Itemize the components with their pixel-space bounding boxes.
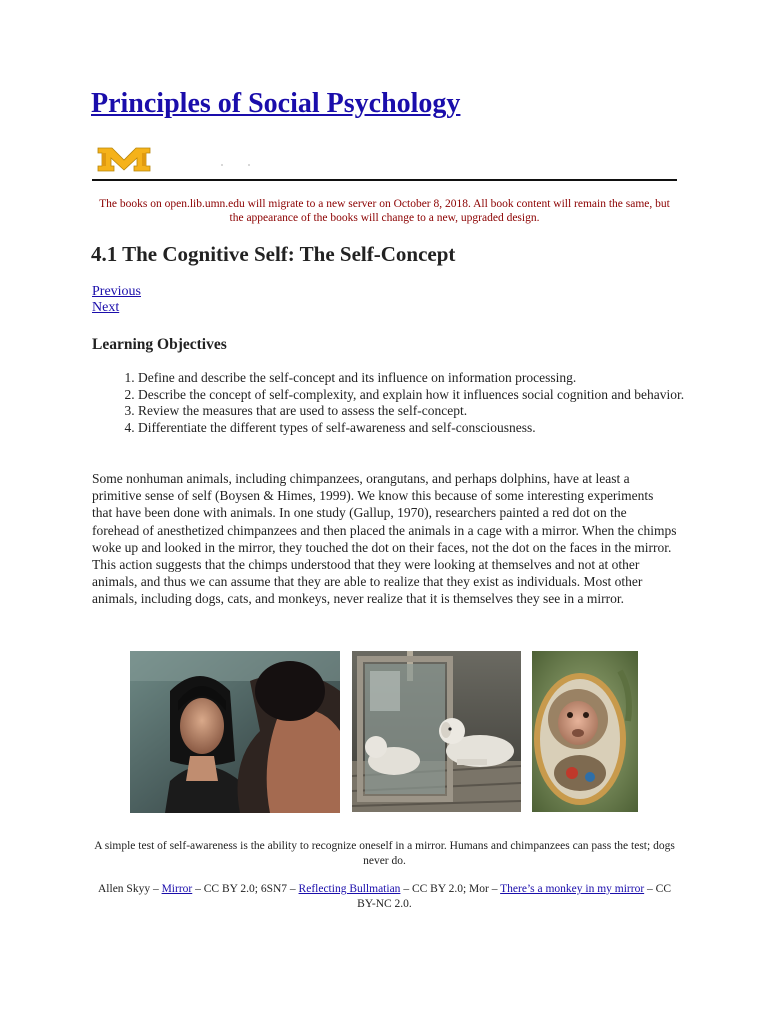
chapter-title: 4.1 The Cognitive Self: The Self-Concept — [91, 242, 456, 266]
credit-text: – CC BY 2.0; 6SN7 – — [192, 883, 299, 895]
learning-objectives-list — [92, 370, 698, 436]
list-item: 2. Describe the concept of self-complexity, and explain how it influences social cognition and behavior. — [138, 387, 698, 404]
figure-credits — [92, 882, 677, 911]
previous-link[interactable]: Previous — [92, 284, 141, 299]
figure-caption: A simple test of self-awareness is the ability to recognize oneself in a mirror. Humans and chimpanzees can pass the test; dogs never do. — [94, 840, 675, 867]
book-title-link[interactable]: Principles of Social Psychology — [91, 88, 461, 119]
body-paragraph: Some nonhuman animals, including chimpanzees, orangutans, and perhaps dolphins, have at least a primitive sense of self (Boysen & Himes, 1999). We know this because of some interesting experiments that have been done with animals. In one study (Gallup, 1970), researchers painted a red dot on the forehead of anesthetized chimpanzees and then placed the animals in a cage with a mirror. When the chimps woke up and looked in the mirror, they touched the dot on their faces, not the dot on the faces in the mirror. This action suggests that the chimps understood that they were looking at themselves and not at other animals, and thus we can assume that they are able to realize that they exist as individuals. Most other animals, including dogs, cats, and monkeys, never realize that it is themselves they see in a mirror. — [92, 471, 677, 607]
dog-mirror-photo — [352, 651, 521, 812]
decorative-dot — [221, 164, 223, 166]
list-item: 4. Differentiate the different types of self-awareness and self-consciousness. — [138, 420, 698, 437]
list-item: 3. Review the measures that are used to assess the self-concept. — [138, 403, 698, 420]
umn-logo-icon — [96, 144, 152, 174]
header-divider — [92, 179, 677, 181]
credit-text: Allen Skyy – — [98, 883, 162, 895]
woman-mirror-photo — [130, 651, 340, 813]
learning-objectives-heading: Learning Objectives — [92, 336, 227, 353]
mirror-credit-link[interactable]: Mirror — [161, 883, 193, 895]
monkey-mirror-photo — [532, 651, 638, 812]
monkey-mirror-credit-link[interactable]: There’s a monkey in my mirror — [500, 883, 645, 895]
list-item: 1. Define and describe the self-concept and its influence on information processing. — [138, 370, 698, 387]
credit-text: – CC BY 2.0; Mor – — [400, 883, 501, 895]
migration-notice: The books on open.lib.umn.edu will migrate to a new server on October 8, 2018. All book content will remain the same, but the appearance of the books will change to a new, upgraded design. — [99, 198, 670, 224]
next-link[interactable]: Next — [92, 300, 120, 315]
decorative-dot — [248, 164, 250, 166]
reflecting-bullmatian-credit-link[interactable]: Reflecting Bullmatian — [298, 883, 401, 895]
credit-text: – CC BY-NC 2.0. — [357, 883, 671, 910]
